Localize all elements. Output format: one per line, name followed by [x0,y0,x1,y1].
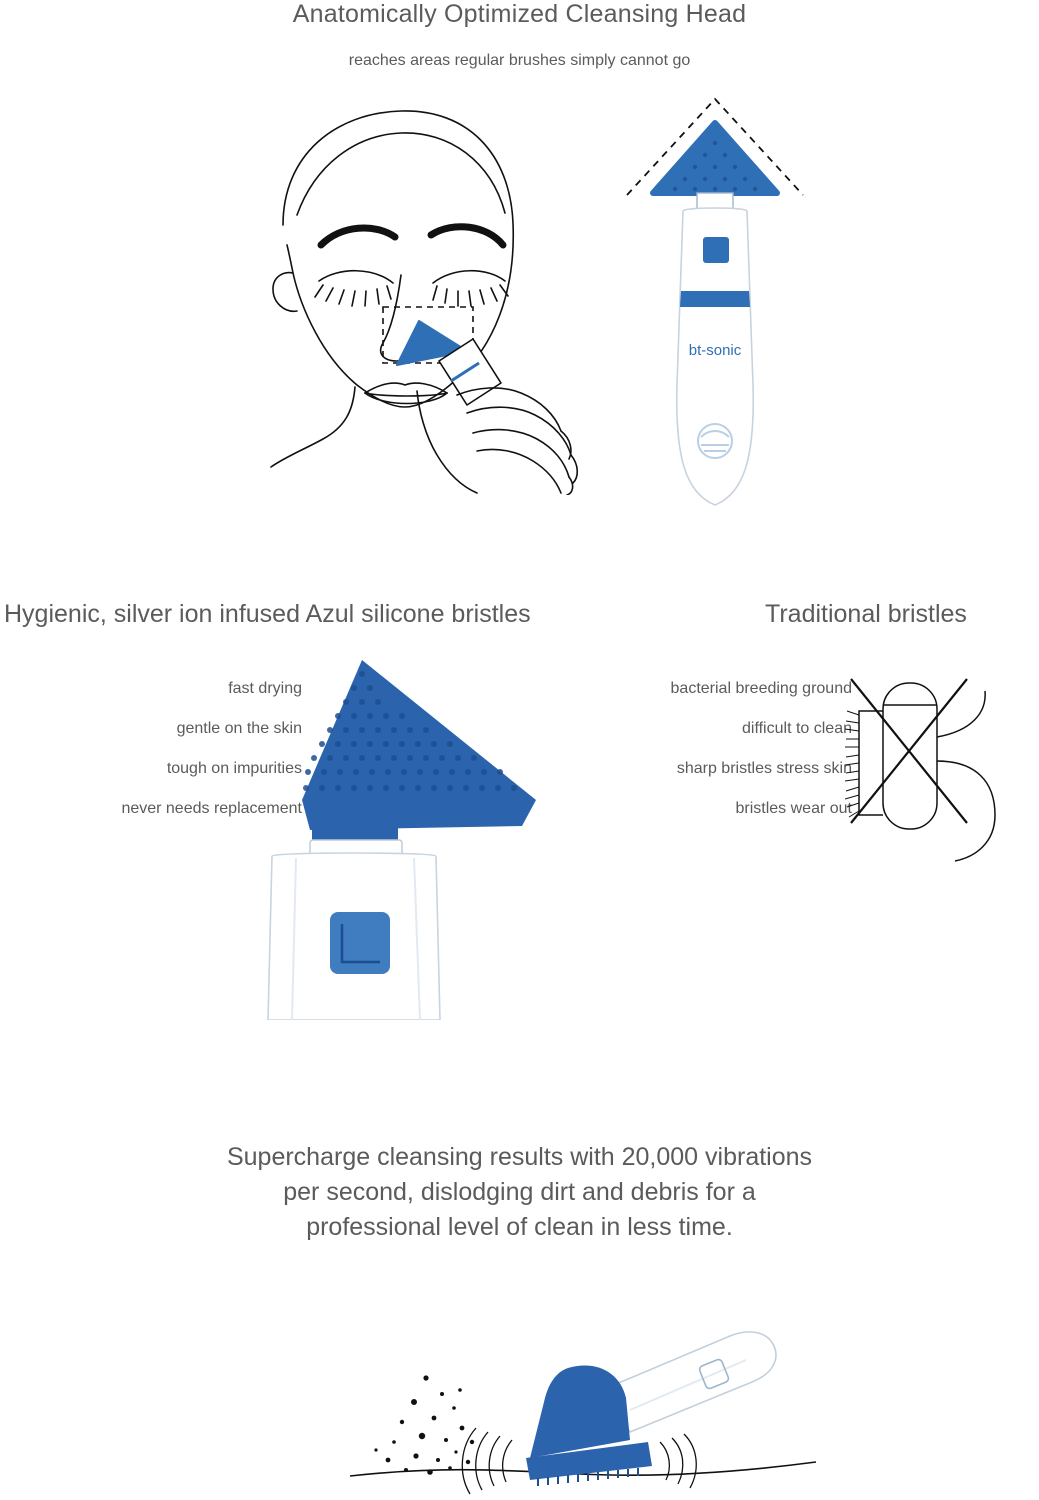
section1-subtitle: reaches areas regular brushes simply cannot go [348,52,691,69]
section3-headline [0,1140,1039,1245]
vibrating-brush-dislodging-dirt-illustration [330,1290,830,1500]
woman-face-with-brush-illustration [205,95,625,495]
list-item: tough on impurities [166,760,302,777]
traditional-drawbacks-list [560,680,852,840]
cleansing-device-illustration [605,85,835,525]
section2-right-title: Traditional bristles [765,600,967,628]
list-item: bacterial breeding ground [670,680,852,697]
list-item: gentle on the skin [176,720,302,737]
headline-line-2: per second, dislodging dirt and debris for a [283,1178,756,1206]
traditional-bristle-brush-crossed-out-illustration [845,665,1020,865]
device-brand-label: bt-sonic [688,342,742,359]
section1-title: Anatomically Optimized Cleansing Head [292,0,747,28]
list-item: bristles wear out [735,800,852,817]
headline-line-3: professional level of clean in less time. [306,1213,733,1241]
list-item: fast drying [228,680,302,697]
list-item: never needs replacement [121,800,302,817]
silicone-bristle-brush-head-illustration [250,640,570,1020]
section2-left-title: Hygienic, silver ion infused Azul silicone bristles [4,600,531,628]
headline-line-1: Supercharge cleansing results with 20,000 vibrations [226,1143,813,1171]
list-item: sharp bristles stress skin [676,760,852,777]
list-item: difficult to clean [742,720,852,737]
